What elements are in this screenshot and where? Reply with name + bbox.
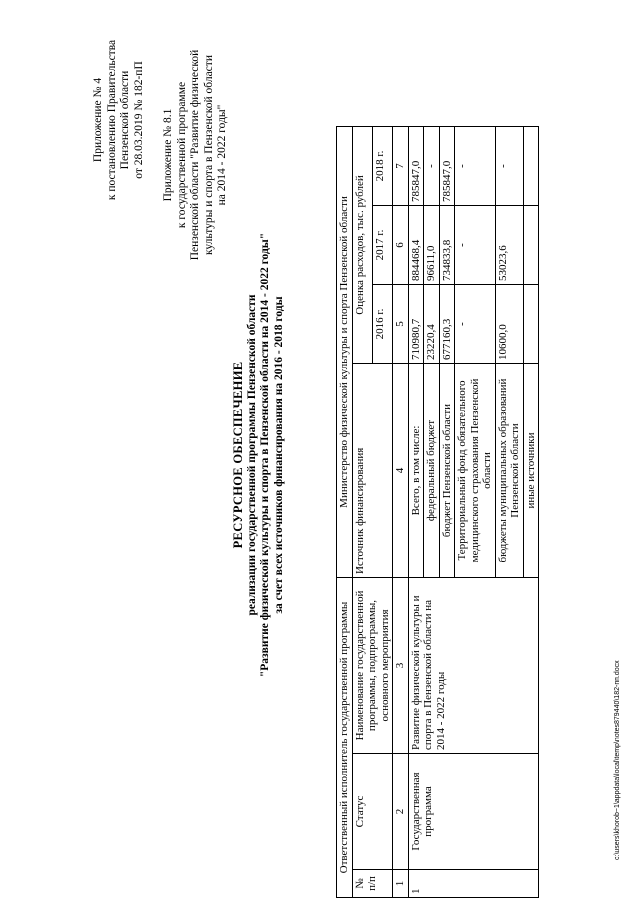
title-line4: за счет всех источников финансирования на 2016 - 2018 годы (272, 296, 285, 614)
value-2018: 785847,0 (439, 126, 455, 205)
header-status: Статус (352, 754, 393, 870)
header-num: № п/п (352, 870, 393, 898)
source-label: бюджеты муниципальных образований Пензенской области (495, 364, 523, 578)
source-label: Территориальный фонд обязательного медицинского страхования Пензенской области (455, 364, 496, 578)
value-2016: 710980,7 (408, 285, 424, 364)
header-source: Источник финансирования (352, 364, 393, 578)
value-2016: - (455, 285, 496, 364)
appendix-program-line1: Приложение № 8.1 (162, 108, 174, 202)
col-number-4: 4 (393, 364, 409, 578)
appendix-program-block (162, 15, 230, 295)
appendix-main-line4: от 28.03.2019 № 182-пП (132, 61, 145, 179)
value-2016: 10600,0 (495, 285, 523, 364)
row-program-name: Развитие физической культуры и спорта в Пензенской области на 2014 - 2022 годы (408, 578, 539, 754)
appendix-program-line2: к государственной программе (175, 81, 188, 229)
executor-value: Министерство физической культуры и спорта Пензенской области (337, 126, 353, 577)
header-2018: 2018 г. (372, 126, 392, 205)
value-2017 (523, 206, 539, 285)
file-path-footer: c:\users\khorob~1\appdata\local\temp\notes879440\182-пп.docx (614, 660, 621, 860)
col-number-7: 7 (393, 126, 409, 205)
col-number-6: 6 (393, 206, 409, 285)
header-name: Наименование государственной программы, подпрограммы, основного мероприятия (352, 578, 393, 754)
source-label: бюджет Пензенской области (439, 364, 455, 578)
appendix-main-line1: Приложение № 4 (92, 77, 104, 163)
title-line2: реализации государственной программы Пензенской области (245, 294, 258, 616)
header-row (352, 26, 372, 897)
value-2018 (523, 126, 539, 205)
header-2017: 2017 г. (372, 206, 392, 285)
row-status: Государственная программа (408, 754, 539, 870)
value-2017: 884468,4 (408, 206, 424, 285)
value-2017: 734833,8 (439, 206, 455, 285)
value-2016 (523, 285, 539, 364)
header-2016: 2016 г. (372, 285, 392, 364)
value-2018: - (495, 126, 523, 205)
value-2016: 677160,3 (439, 285, 455, 364)
value-2017: 53023,6 (495, 206, 523, 285)
row-num: 1 (408, 870, 539, 898)
appendix-program-line4: культуры и спорта в Пензенской области (202, 55, 215, 255)
appendix-main-block (92, 35, 146, 205)
source-label: федеральный бюджет (424, 364, 440, 578)
appendix-main-line3: Пензенской области (119, 70, 131, 170)
document-title (232, 145, 286, 765)
executor-label: Ответственный исполнитель государственной программы (337, 578, 353, 898)
column-numbers-row (393, 26, 409, 897)
appendix-program-line5: на 2014 - 2022 годы" (216, 104, 228, 206)
value-2018: 785847,0 (408, 126, 424, 205)
resource-table (336, 26, 539, 898)
col-number-2: 2 (393, 754, 409, 870)
value-2018: - (424, 126, 440, 205)
col-number-5: 5 (393, 285, 409, 364)
value-2017: 96611,0 (424, 206, 440, 285)
title-main: РЕСУРСНОЕ ОБЕСПЕЧЕНИЕ (231, 361, 245, 549)
table-row (408, 26, 424, 897)
executor-row (337, 26, 353, 897)
value-2017: - (455, 206, 496, 285)
value-2018: - (455, 126, 496, 205)
col-number-3: 3 (393, 578, 409, 754)
header-estimate: Оценка расходов, тыс. рублей (352, 126, 372, 363)
col-number-1: 1 (393, 870, 409, 898)
appendix-program-line3: Пензенской области "Развитие физической (189, 49, 201, 261)
title-line3: "Развитие физической культуры и спорта в Пензенской области на 2014 - 2022 годы" (259, 232, 271, 678)
source-label: иные источники (523, 364, 539, 578)
value-2016: 23220,4 (424, 285, 440, 364)
source-label: Всего, в том числе: (408, 364, 424, 578)
appendix-main-line2: к постановлению Правительства (105, 39, 118, 201)
